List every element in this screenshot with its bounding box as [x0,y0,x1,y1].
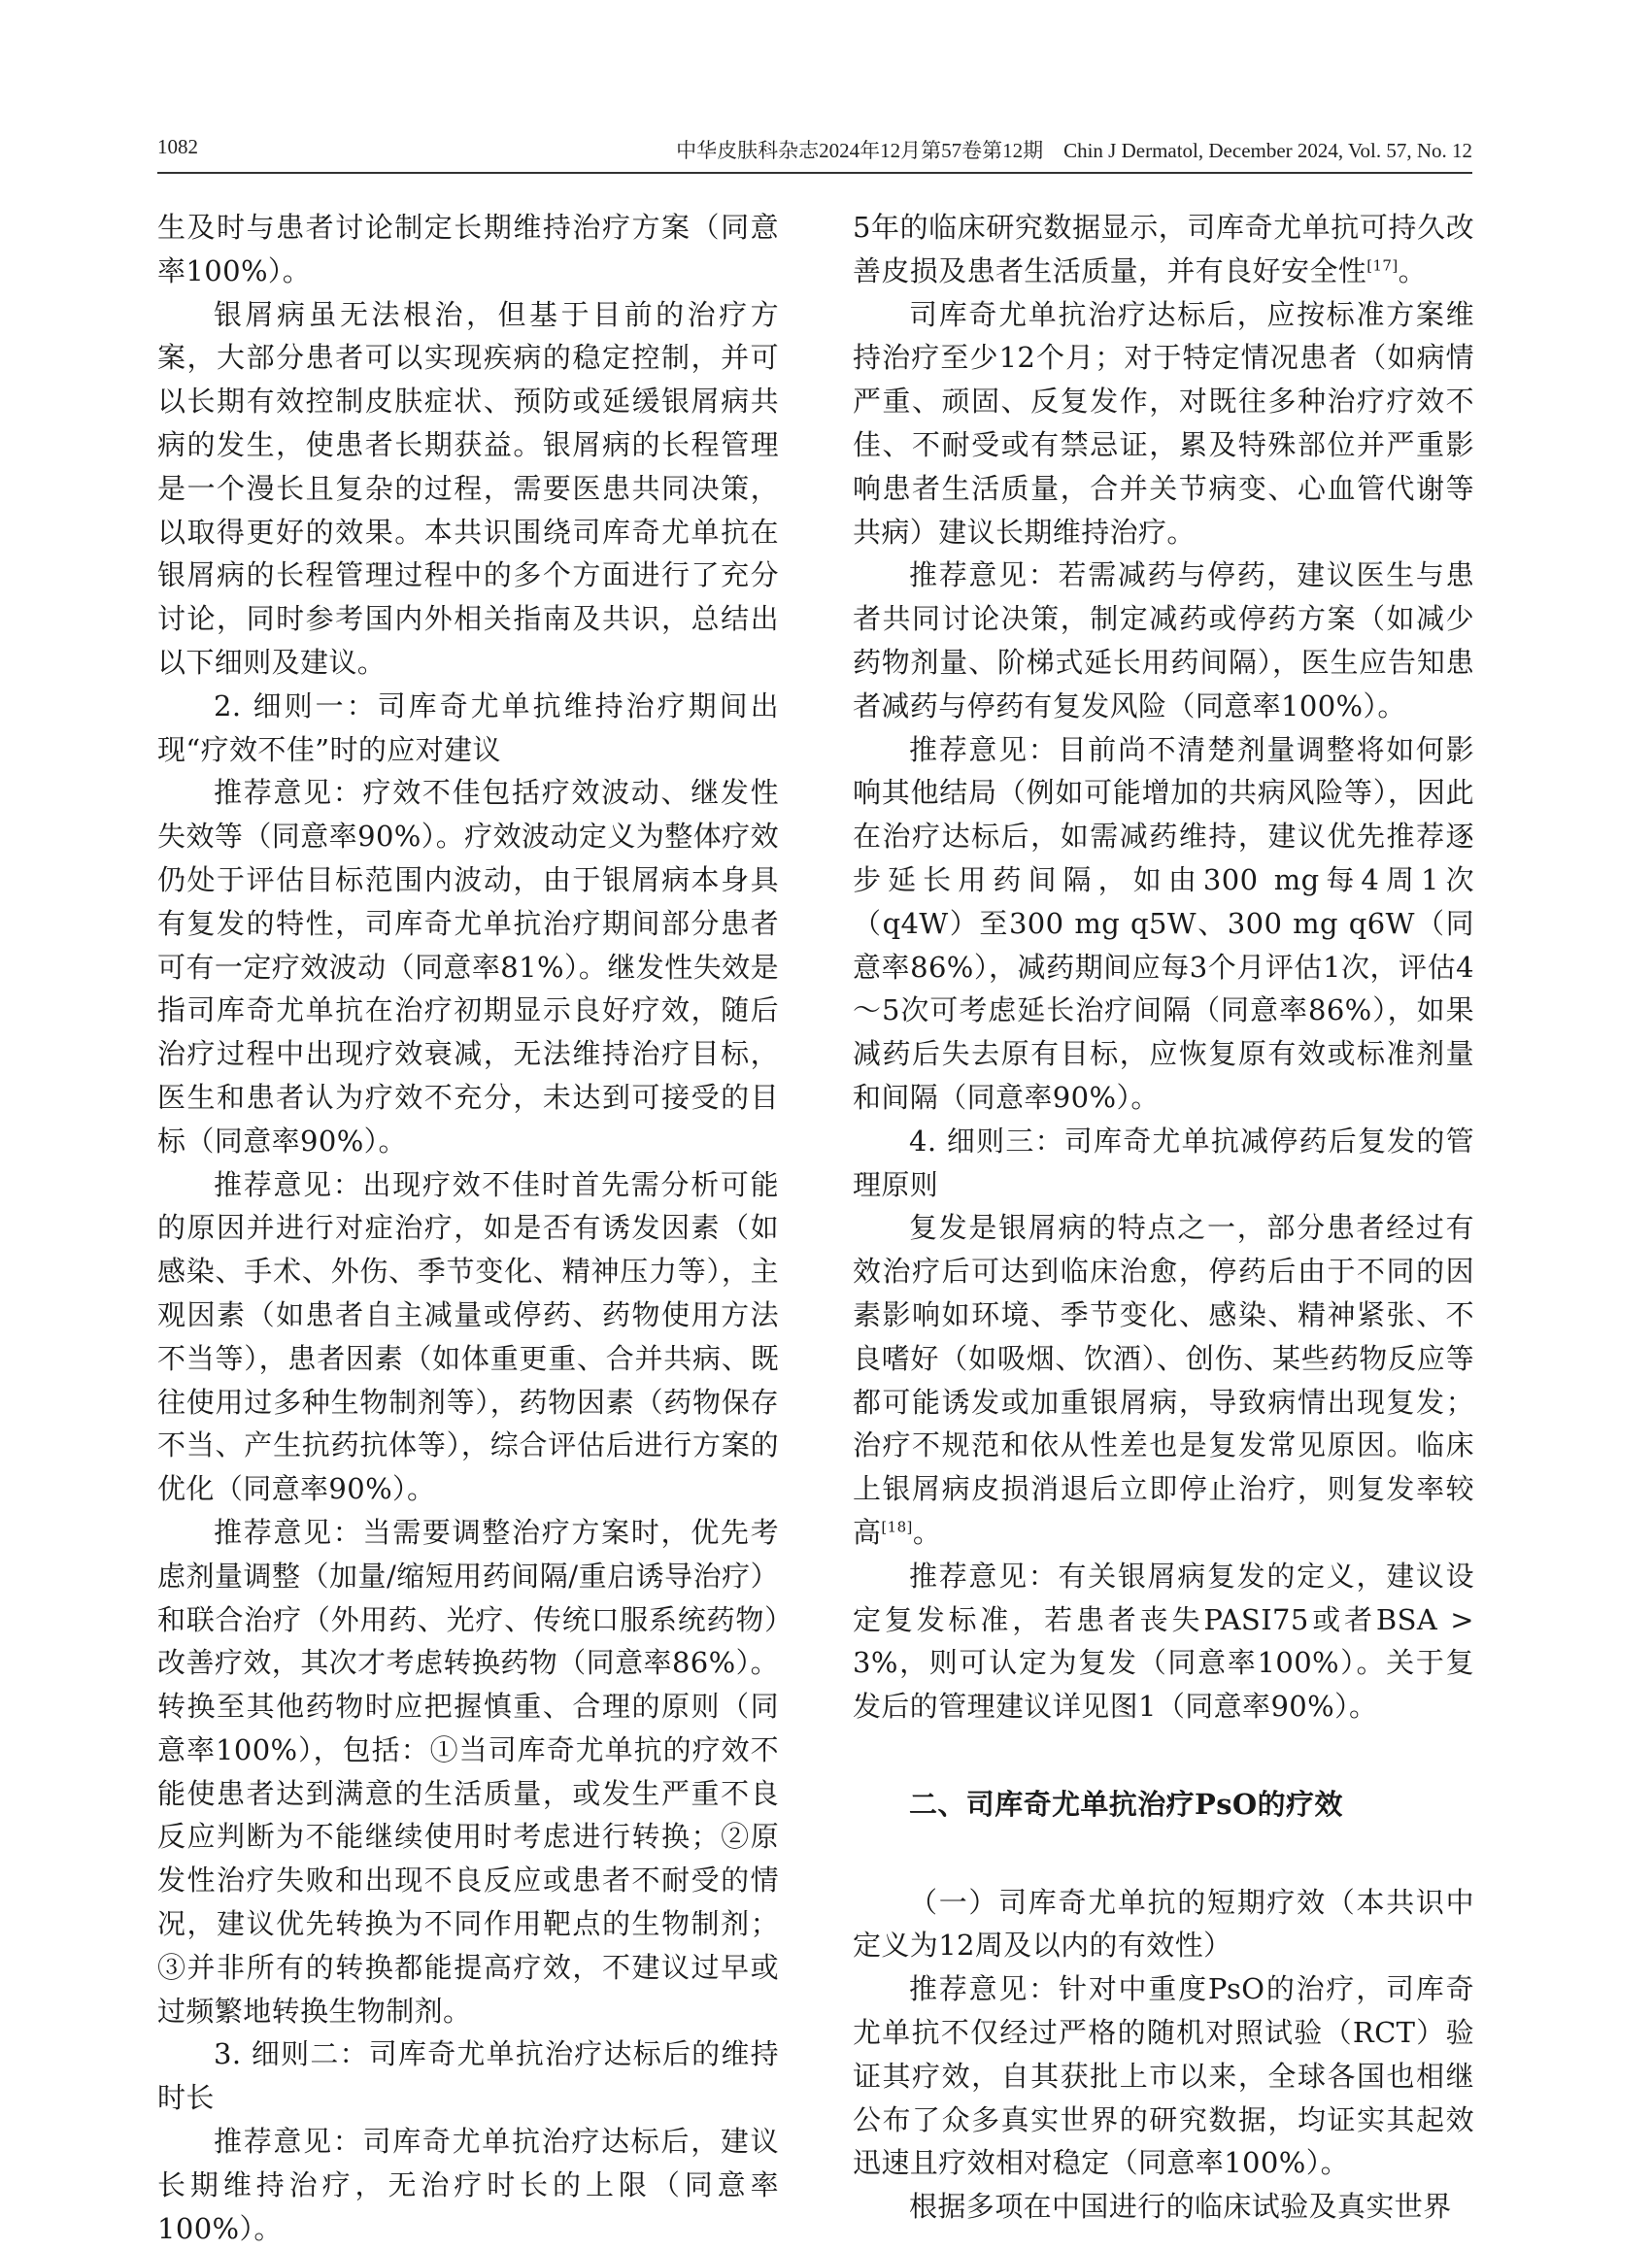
citation-ref[interactable]: [18] [881,1518,913,1536]
paragraph: 推荐意见：当需要调整治疗方案时，优先考虑剂量调整（加量/缩短用药间隔/重启诱导治疗）和联合治疗（外用药、光疗、传统口服系统药物）改善疗效，其次才考虑转换药物（同意率86%）。转换至其他药物时应把握慎重、合理的原则（同意率100%），包括：①当司库奇尤单抗的疗效不能使患者达到满意的生活质量，或发生严重不良反应判断为不能继续使用时考虑进行转换；②原发性治疗失败和出现不良反应或患者不耐受的情况，建议优先转换为不同作用靶点的生物制剂；③并非所有的转换都能提高疗效，不建议过早或过频繁地转换生物制剂。 [157,1515,779,2028]
right-column [853,206,1474,2229]
subsection-heading: （一）司库奇尤单抗的短期疗效（本共识中定义为12周及以内的有效性） [853,1885,1474,1963]
page-number: 1082 [157,135,198,158]
running-header [157,129,1472,174]
rule-heading: 3. 细则二：司库奇尤单抗治疗达标后的维持时长 [157,2037,779,2115]
left-column [157,206,779,2250]
citation-ref[interactable]: [17] [1366,256,1399,275]
paragraph: 根据多项在中国进行的临床试验及真实世界 [909,2190,1452,2224]
rule-heading: 4. 细则三：司库奇尤单抗减停药后复发的管理原则 [853,1124,1474,1201]
paragraph: 生及时与患者讨论制定长期维持治疗方案（同意率100%）。 [157,211,779,287]
paragraph: 推荐意见：目前尚不清楚剂量调整将如何影响其他结局（例如可能增加的共病风险等），因此在治疗达标后，如需减药维持，建议优先推荐逐步延长用药间隔，如由300 mg每4周1次（q4W）至300 mg q5W、300 mg q6W（同意率86%），减药期间应每3个月评估1次，评估4～5次可考虑延长治疗间隔（同意率86%），如果减药后失去原有目标，应恢复原有效或标准剂量和间隔（同意率90%）。 [853,732,1474,1114]
paragraph: 5年的临床研究数据显示，司库奇尤单抗可持久改善皮损及患者生活质量，并有良好安全性[17]。 [853,211,1474,287]
paragraph: 银屑病虽无法根治，但基于目前的治疗方案，大部分患者可以实现疾病的稳定控制，并可以长期有效控制皮肤症状、预防或延缓银屑病共病的发生，使患者长期获益。银屑病的长程管理是一个漫长且复杂的过程，需要医患共同决策，以取得更好的效果。本共识围绕司库奇尤单抗在银屑病的长程管理过程中的多个方面进行了充分讨论，同时参考国内外相关指南及共识，总结出以下细则及建议。 [157,297,779,679]
paragraph: 推荐意见：有关银屑病复发的定义，建议设定复发标准，若患者丧失PASI75或者BSA > 3%，则可认定为复发（同意率100%）。关于复发后的管理建议详见图1（同意率90%）。 [853,1559,1474,1724]
journal-citation: 中华皮肤科杂志2024年12月第57卷第12期 Chin J Dermatol, December 2024, Vol. 57, No. 12 [676,139,1472,162]
paragraph: 推荐意见：疗效不佳包括疗效波动、继发性失效等（同意率90%）。疗效波动定义为整体疗效仍处于评估目标范围内波动，由于银屑病本身具有复发的特性，司库奇尤单抗治疗期间部分患者可有一定疗效波动（同意率81%）。继发性失效是指司库奇尤单抗在治疗初期显示良好疗效，随后治疗过程中出现疗效衰减，无法维持治疗目标，医生和患者认为疗效不充分，未达到可接受的目标（同意率90%）。 [157,776,779,1158]
paragraph: 司库奇尤单抗治疗达标后，应按标准方案维持治疗至少12个月；对于特定情况患者（如病情严重、顽固、反复发作，对既往多种治疗疗效不佳、不耐受或有禁忌证，累及特殊部位并严重影响患者生活质量，合并关节病变、心血管代谢等共病）建议长期维持治疗。 [853,297,1474,549]
section-heading: 二、司库奇尤单抗治疗PsO的疗效 [909,1787,1343,1821]
rule-heading: 2. 细则一：司库奇尤单抗维持治疗期间出现“疗效不佳”时的应对建议 [157,688,779,766]
paragraph: 推荐意见：若需减药与停药，建议医生与患者共同讨论决策，制定减药或停药方案（如减少药物剂量、阶梯式延长用药间隔），医生应告知患者减药与停药有复发风险（同意率100%）。 [853,558,1474,722]
paragraph: 推荐意见：针对中重度PsO的治疗，司库奇尤单抗不仅经过严格的随机对照试验（RCT）验证其疗效，自其获批上市以来，全球各国也相继公布了众多真实世界的研究数据，均证实其起效迅速且疗效相对稳定（同意率100%）。 [853,1972,1474,2180]
paragraph: 推荐意见：出现疗效不佳时首先需分析可能的原因并进行对症治疗，如是否有诱发因素（如感染、手术、外伤、季节变化、精神压力等），主观因素（如患者自主减量或停药、药物使用方法不当等），患者因素（如体重更重、合并共病、既往使用过多种生物制剂等），药物因素（药物保存不当、产生抗药抗体等），综合评估后进行方案的优化（同意率90%）。 [157,1167,779,1506]
paragraph: 推荐意见：司库奇尤单抗治疗达标后，建议长期维持治疗，无治疗时长的上限（同意率100%）。 [157,2125,779,2245]
paragraph: 复发是银屑病的特点之一，部分患者经过有效治疗后可达到临床治愈，停药后由于不同的因素影响如环境、季节变化、感染、精神紧张、不良嗜好（如吸烟、饮酒）、创伤、某些药物反应等都可能诱发或加重银屑病，导致病情出现复发；治疗不规范和依从性差也是复发常见原因。临床上银屑病皮损消退后立即停止治疗，则复发率较高[18]。 [853,1211,1474,1549]
